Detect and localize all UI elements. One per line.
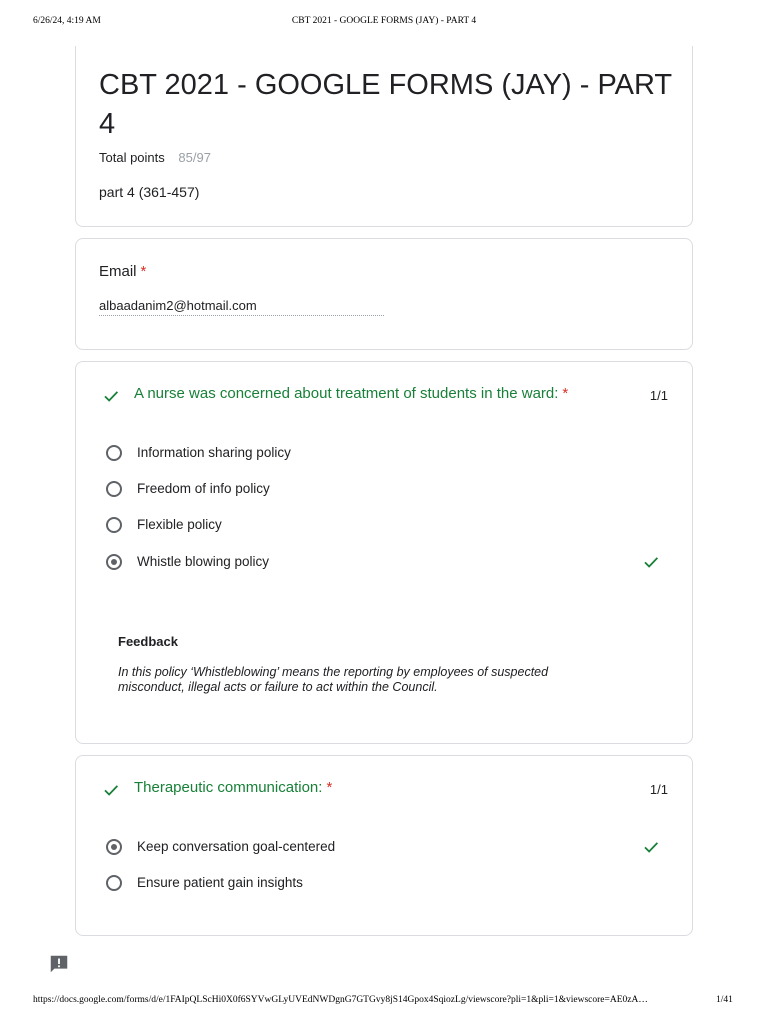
email-label	[99, 263, 146, 280]
question-title-text: Therapeutic communication:	[134, 779, 323, 796]
required-mark: *	[326, 779, 333, 796]
question-card	[75, 755, 693, 936]
question-score: 1/1	[649, 782, 668, 797]
option-label: Whistle blowing policy	[137, 554, 270, 569]
option-label: Ensure patient gain insights	[137, 875, 303, 890]
option-item[interactable]	[106, 516, 666, 538]
correct-check-icon	[640, 838, 662, 856]
option-item-selected[interactable]	[106, 838, 666, 860]
option-item[interactable]	[106, 874, 666, 896]
required-mark: *	[562, 385, 569, 402]
email-card	[75, 238, 693, 350]
print-date: 6/26/24, 4:19 AM	[33, 16, 101, 26]
total-points	[99, 150, 211, 165]
radio-button-selected[interactable]	[106, 554, 122, 570]
option-label: Keep conversation goal-centered	[137, 839, 336, 854]
radio-button-selected[interactable]	[106, 839, 122, 855]
radio-button[interactable]	[106, 481, 122, 497]
feedback-label: Feedback	[118, 634, 178, 649]
check-icon	[100, 387, 122, 405]
total-points-label: Total points	[99, 150, 165, 165]
email-label-text: Email	[99, 263, 137, 280]
option-label: Flexible policy	[137, 517, 222, 532]
required-mark: *	[140, 263, 147, 280]
question-title	[134, 779, 332, 796]
total-points-value: 85/97	[178, 150, 211, 165]
question-card	[75, 361, 693, 744]
correct-check-icon	[640, 553, 662, 571]
radio-button[interactable]	[106, 875, 122, 891]
print-page-number: 1/41	[716, 995, 733, 1005]
form-header-card	[75, 46, 693, 227]
radio-button[interactable]	[106, 445, 122, 461]
question-score: 1/1	[649, 388, 668, 403]
form-description: part 4 (361-457)	[99, 184, 200, 200]
check-icon	[100, 781, 122, 799]
email-field: albaadanim2@hotmail.com	[99, 298, 384, 316]
print-title: CBT 2021 - GOOGLE FORMS (JAY) - PART 4	[291, 16, 477, 26]
print-url: https://docs.google.com/forms/d/e/1FAIpQLScHi0X0f6SYVwGLyUVEdNWDgnG7GTGvy8jS14Gpox4SqiozLg/viewscore?pli=1&pli=1&viewscore=AE0zA…	[33, 995, 648, 1005]
print-header	[0, 16, 768, 30]
feedback-text: In this policy ‘Whistleblowing’ means the reporting by employees of suspected misconduct, illegal acts or failure to act within the Council.	[118, 665, 549, 694]
print-footer	[0, 995, 768, 1009]
option-item[interactable]	[106, 480, 666, 502]
option-label: Freedom of info policy	[137, 481, 270, 496]
option-label: Information sharing policy	[137, 445, 291, 460]
question-title	[134, 385, 568, 402]
question-title-text: A nurse was concerned about treatment of students in the ward:	[134, 385, 559, 402]
report-feedback-icon[interactable]	[48, 953, 70, 975]
option-item[interactable]	[106, 444, 666, 466]
option-item-selected[interactable]	[106, 553, 666, 575]
form-title: CBT 2021 - GOOGLE FORMS (JAY) - PART 4	[99, 69, 672, 140]
radio-button[interactable]	[106, 517, 122, 533]
